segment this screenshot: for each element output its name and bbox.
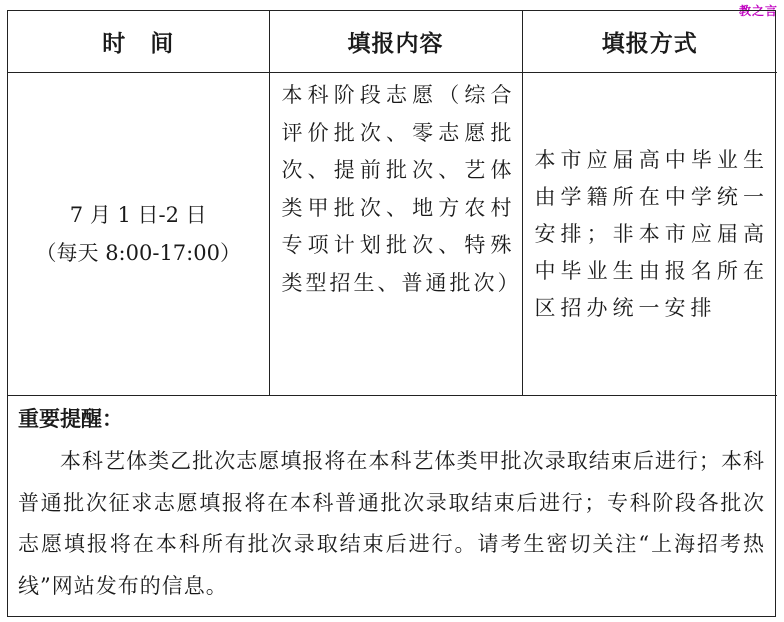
document-sheet (7, 10, 776, 617)
schedule-table (8, 11, 777, 396)
header-content: 填报内容 (269, 11, 522, 73)
method-cell: 本市应届高中毕业生由学籍所在中学统一安排；非本市应届高中毕业生由报名所在区招办统一安排 (522, 73, 777, 396)
table-row (8, 73, 777, 396)
time-dates: 7 月 1 日-2 日 (69, 203, 207, 227)
table-header-row (8, 11, 777, 73)
notice-body: 本科艺体类乙批次志愿填报将在本科艺体类甲批次录取结束后进行；本科普通批次征求志愿填报将在本科普通批次录取结束后进行；专科阶段各批次志愿填报将在本科所有批次录取结束后进行。请考生密切关注“上海招考热线”网站发布的信息。 (18, 449, 765, 598)
header-method: 填报方式 (522, 11, 777, 73)
watermark-logo: 教之言 (738, 4, 778, 18)
content-cell: 本科阶段志愿（综合评价批次、零志愿批次、提前批次、艺体类甲批次、地方农村专项计划批次、特殊类型招生、普通批次） (269, 73, 522, 396)
time-cell (8, 73, 269, 396)
notice-section (18, 397, 765, 607)
header-time: 时 间 (8, 11, 269, 73)
time-hours: （每天 8:00-17:00） (35, 241, 241, 265)
notice-title: 重要提醒： (18, 407, 123, 431)
